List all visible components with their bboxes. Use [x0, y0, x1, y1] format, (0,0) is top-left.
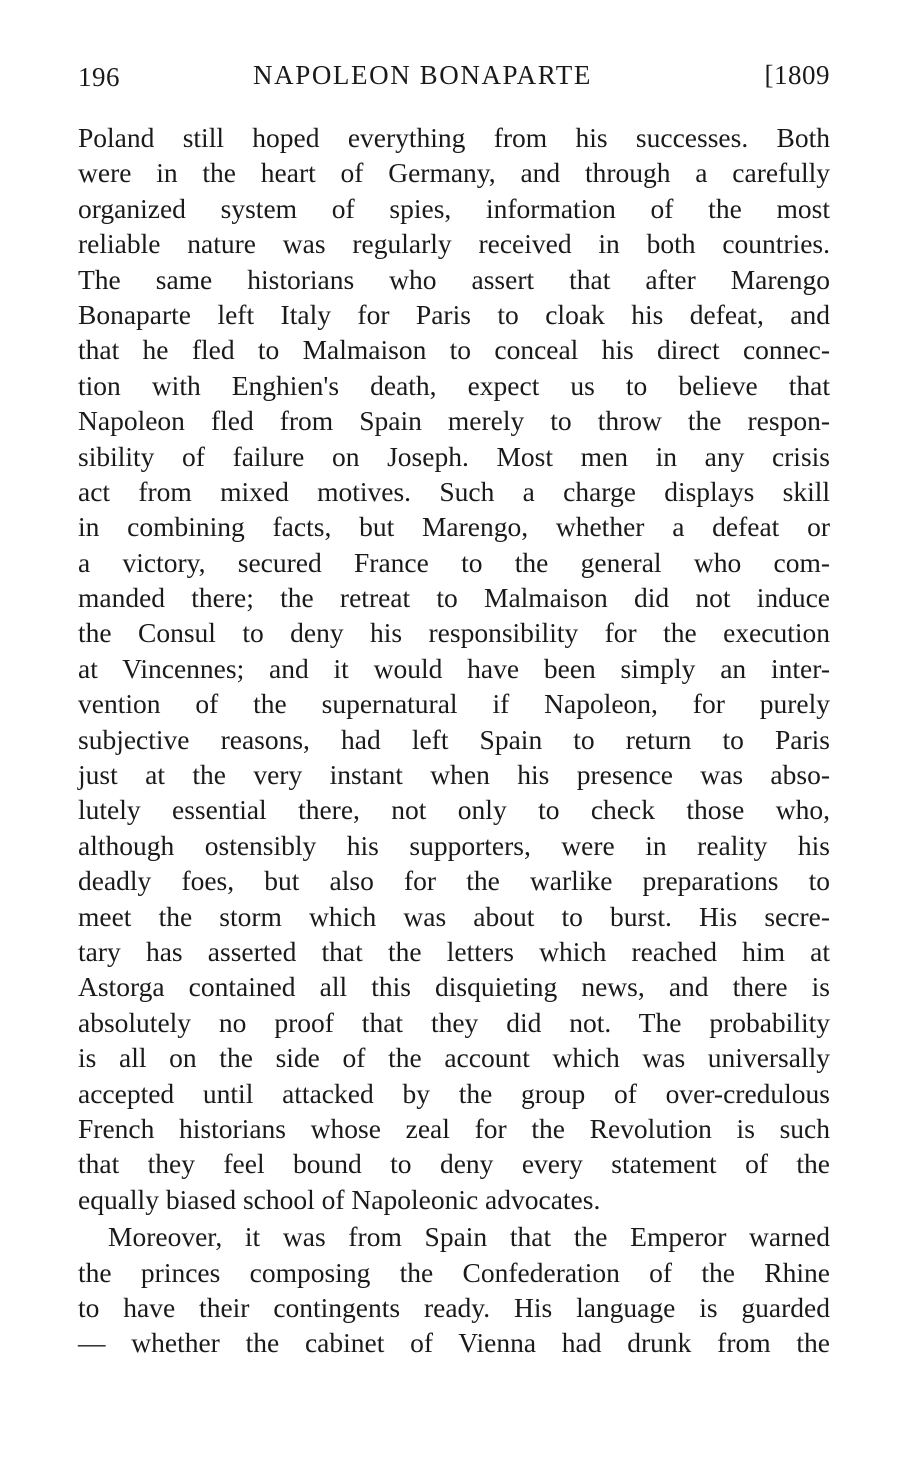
text-line: sibility of failure on Joseph. Most men in any crisis — [78, 440, 830, 472]
text-line: that they feel bound to deny every statement of the — [78, 1148, 830, 1180]
paragraph-1 — [78, 120, 830, 1217]
text-line: the Consul to deny his responsibility for the execution — [78, 617, 830, 649]
text-line: to have their contingents ready. His language is guarded — [78, 1291, 830, 1323]
text-line: tion with Enghien's death, expect us to believe that — [78, 369, 830, 401]
text-line: subjective reasons, had left Spain to return to Paris — [78, 723, 830, 755]
text-line: — whether the cabinet of Vienna had drunk from the — [78, 1327, 830, 1359]
body-text — [78, 120, 830, 1361]
text-line: although ostensibly his supporters, were in reality his — [78, 829, 830, 861]
text-line: accepted until attacked by the group of over-credulous — [78, 1077, 830, 1109]
text-line: Astorga contained all this disquieting news, and there is — [78, 971, 830, 1003]
text-line: vention of the supernatural if Napoleon, for purely — [78, 688, 830, 720]
running-title: NAPOLEON BONAPARTE — [253, 60, 592, 90]
text-line: tary has asserted that the letters which reached him at — [78, 935, 830, 967]
text-line: is all on the side of the account which was universally — [78, 1042, 830, 1074]
text-line: absolutely no proof that they did not. The probability — [78, 1006, 830, 1038]
text-line: lutely essential there, not only to check those who, — [78, 794, 830, 826]
text-line: organized system of spies, information of the most — [78, 192, 830, 224]
text-line: meet the storm which was about to burst. His secre- — [78, 900, 830, 932]
text-line: Moreover, it was from Spain that the Emperor warned — [108, 1221, 830, 1253]
text-line: deadly foes, but also for the warlike preparations to — [78, 865, 830, 897]
text-line: at Vincennes; and it would have been simply an inter- — [78, 652, 830, 684]
text-line: were in the heart of Germany, and through a carefully — [78, 157, 830, 189]
page-number: 196 — [78, 62, 120, 92]
text-line: just at the very instant when his presence was abso- — [78, 759, 830, 791]
book-page — [78, 52, 830, 1361]
text-line: a victory, secured France to the general who com- — [78, 546, 830, 578]
text-line: The same historians who assert that after Marengo — [78, 263, 830, 295]
paragraph-2 — [78, 1219, 830, 1361]
text-line: that he fled to Malmaison to conceal his direct connec- — [78, 334, 830, 366]
text-line: reliable nature was regularly received in both countries. — [78, 228, 830, 260]
running-header — [78, 52, 830, 104]
text-line: French historians whose zeal for the Revolution is such — [78, 1112, 830, 1144]
text-line: manded there; the retreat to Malmaison did not induce — [78, 582, 830, 614]
text-line: Poland still hoped everything from his successes. Both — [78, 122, 830, 153]
text-line: in combining facts, but Marengo, whether a defeat or — [78, 511, 830, 543]
text-line: equally biased school of Napoleonic advocates. — [78, 1183, 601, 1215]
text-line: Napoleon fled from Spain merely to throw the respon- — [78, 405, 830, 437]
text-line: Bonaparte left Italy for Paris to cloak his defeat, and — [78, 298, 830, 330]
text-line: the princes composing the Confederation of the Rhine — [78, 1256, 830, 1288]
running-year: [1809 — [764, 60, 830, 90]
text-line: act from mixed motives. Such a charge displays skill — [78, 475, 830, 507]
